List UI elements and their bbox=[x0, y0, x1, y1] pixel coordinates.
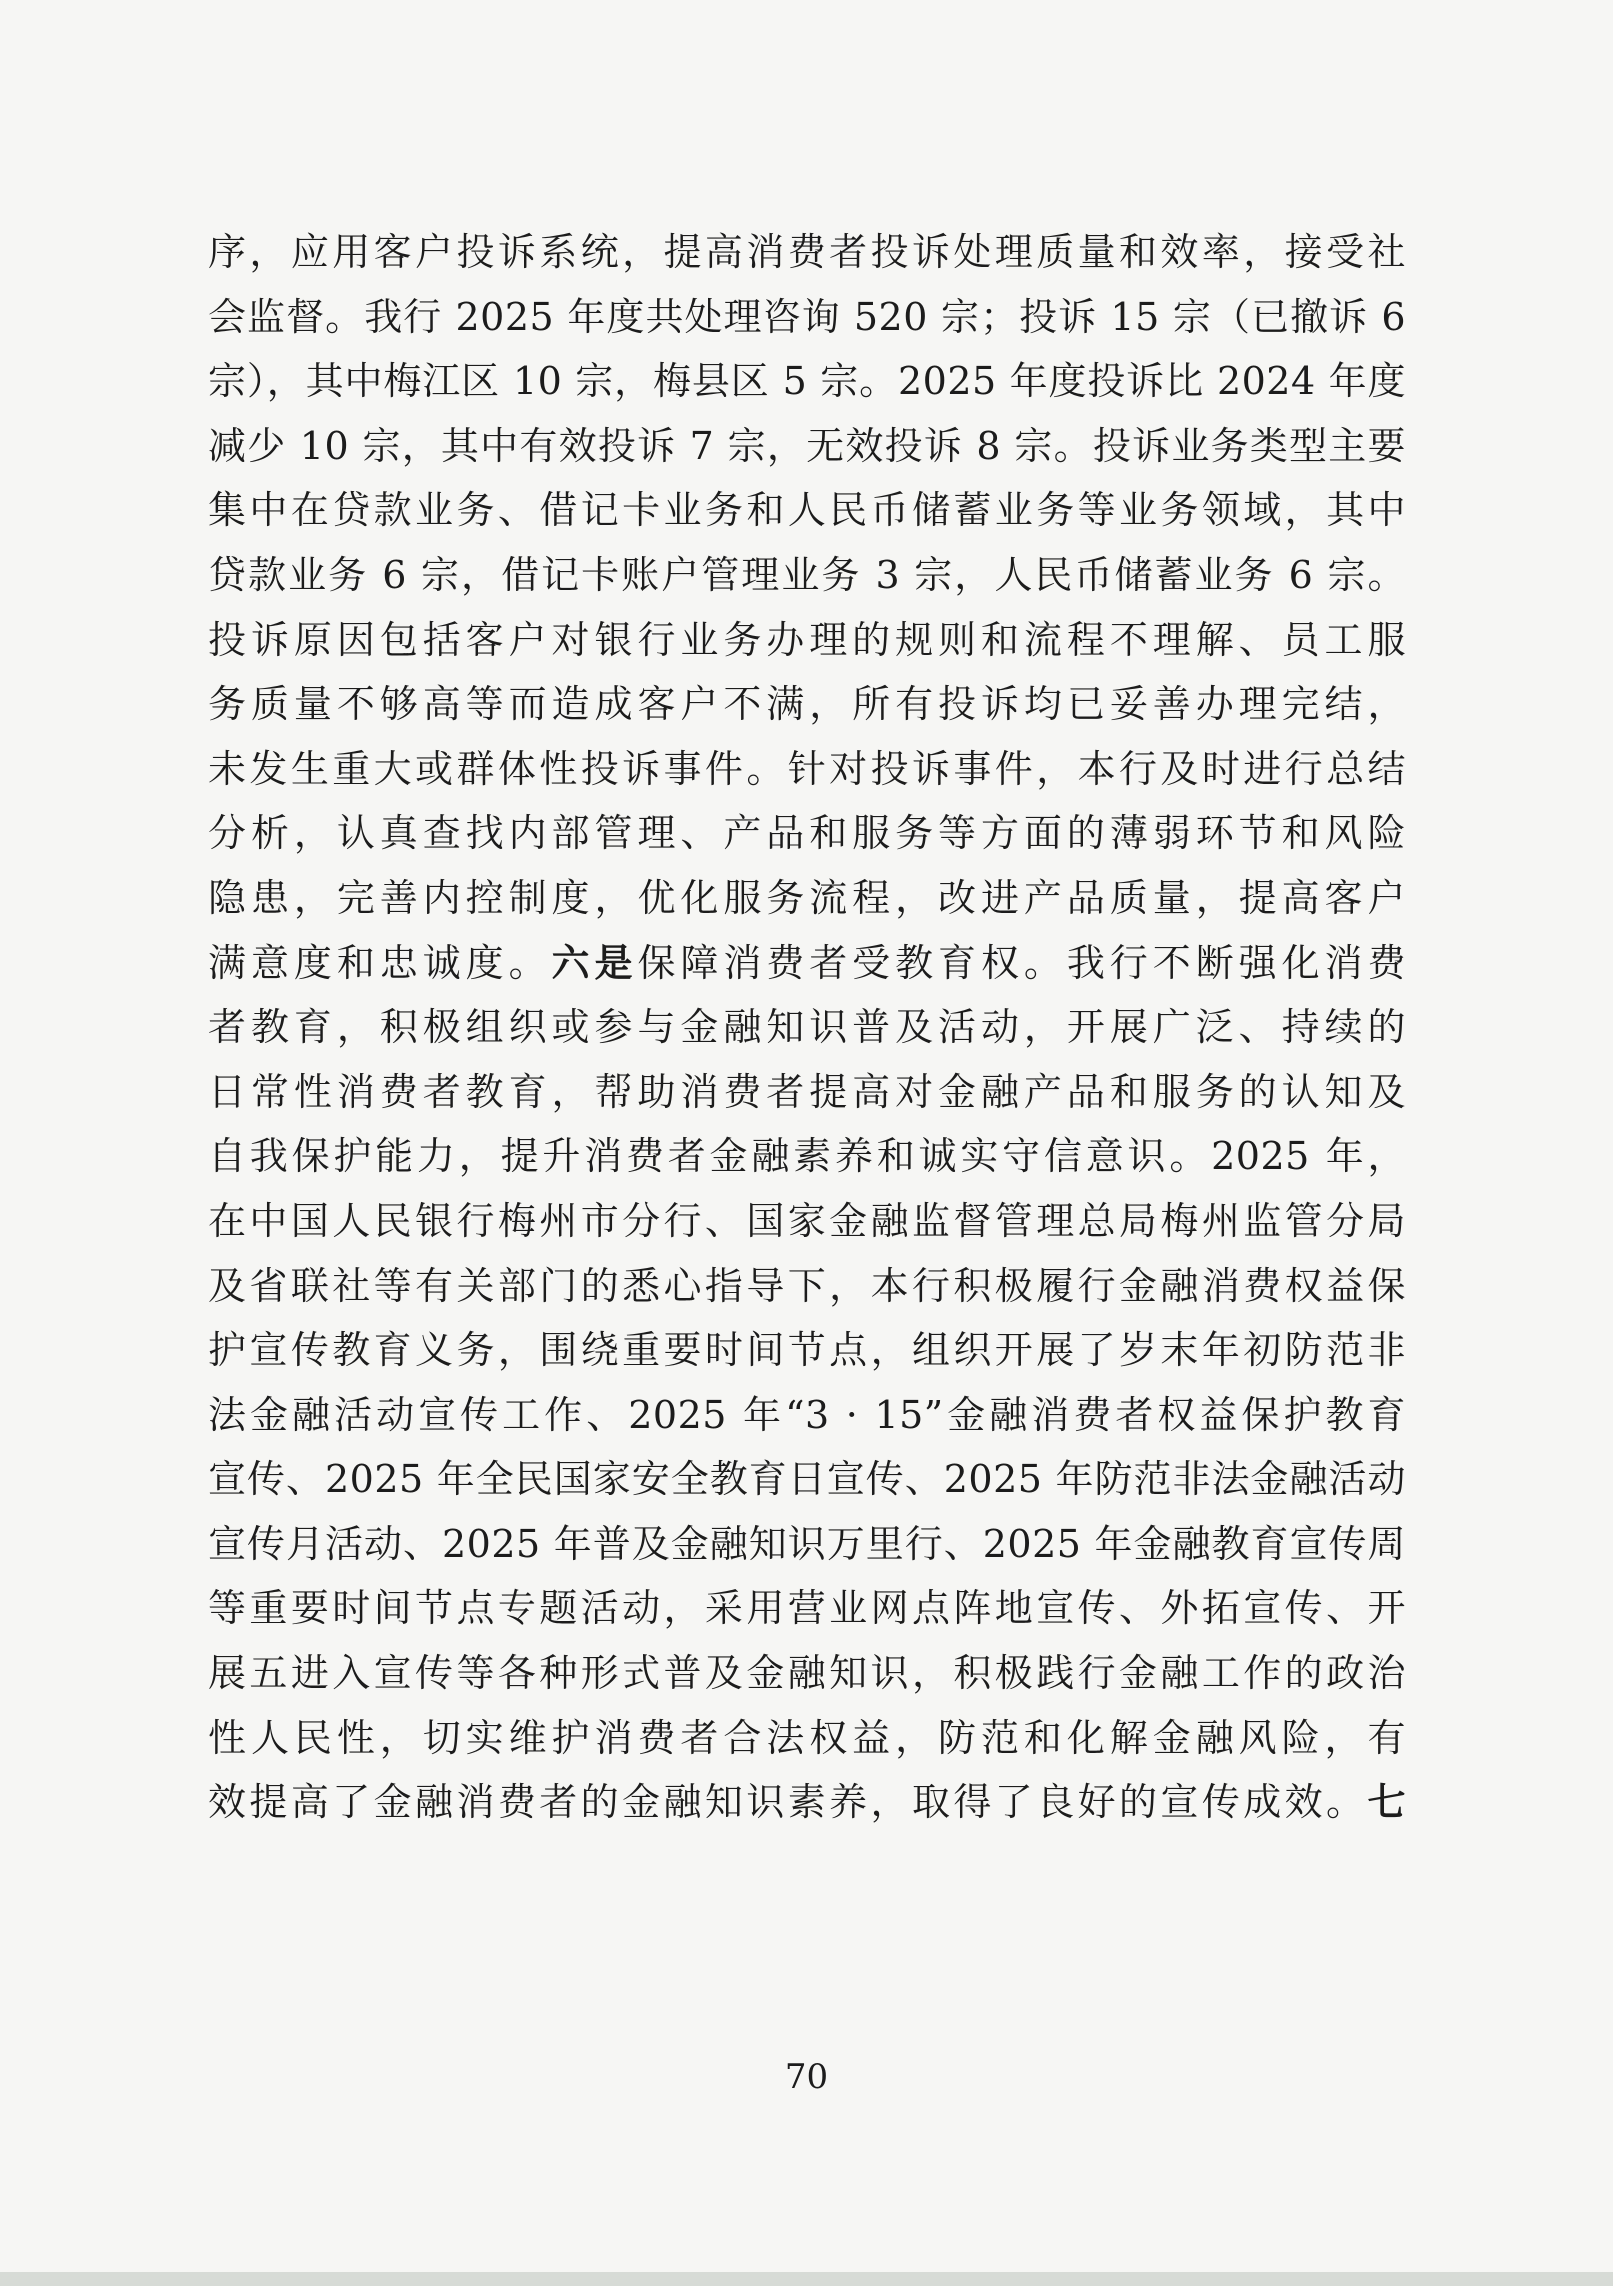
text-line bbox=[208, 349, 1406, 414]
text-run: 未发生重大或群体性投诉事件。针对投诉事件，本行及时进行总结 bbox=[208, 746, 1406, 791]
text-run: 会监督。我行 2025 年度共处理咨询 520 宗；投诉 15 宗（已撤诉 6 bbox=[208, 294, 1406, 339]
text-line bbox=[208, 1318, 1406, 1383]
text-run: 保障消费者受教育权。我行不断强化消费 bbox=[637, 940, 1406, 985]
text-line bbox=[208, 1189, 1406, 1254]
text-run: 减少 10 宗，其中有效投诉 7 宗，无效投诉 8 宗。投诉业务类型主要 bbox=[208, 423, 1406, 468]
text-line bbox=[208, 1512, 1406, 1577]
text-run: 展五进入宣传等各种形式普及金融知识，积极践行金融工作的政治 bbox=[208, 1651, 1406, 1696]
text-run: 宣传、2025 年全民国家安全教育日宣传、2025 年防范非法金融活动 bbox=[208, 1457, 1406, 1502]
text-line bbox=[208, 737, 1406, 802]
text-line bbox=[208, 608, 1406, 673]
text-run: 及省联社等有关部门的悉心指导下，本行积极履行金融消费权益保 bbox=[208, 1263, 1406, 1308]
scan-bottom-edge bbox=[0, 2272, 1613, 2286]
text-line bbox=[208, 1383, 1406, 1448]
text-line bbox=[208, 672, 1406, 737]
text-run: 日常性消费者教育，帮助消费者提高对金融产品和服务的认知及 bbox=[208, 1069, 1406, 1114]
text-line bbox=[208, 1706, 1406, 1771]
text-run: 护宣传教育义务，围绕重要时间节点，组织开展了岁末年初防范非 bbox=[208, 1328, 1406, 1373]
text-line bbox=[208, 1641, 1406, 1706]
text-line bbox=[208, 543, 1406, 608]
text-run: 宗），其中梅江区 10 宗，梅县区 5 宗。2025 年度投诉比 2024 年度 bbox=[208, 359, 1406, 404]
text-run: 在中国人民银行梅州市分行、国家金融监督管理总局梅州监管分局 bbox=[208, 1198, 1406, 1243]
text-line bbox=[208, 1060, 1406, 1125]
text-line bbox=[208, 1447, 1406, 1512]
page-number: 70 bbox=[784, 2057, 829, 2097]
text-line bbox=[208, 285, 1406, 350]
text-run: 序，应用客户投诉系统，提高消费者投诉处理质量和效率，接受社 bbox=[208, 230, 1406, 274]
text-line bbox=[208, 866, 1406, 931]
text-run: 务质量不够高等而造成客户不满，所有投诉均已妥善办理完结， bbox=[208, 682, 1406, 727]
text-run: 贷款业务 6 宗，借记卡账户管理业务 3 宗，人民币储蓄业务 6 宗。 bbox=[208, 552, 1406, 597]
text-line bbox=[208, 220, 1406, 285]
text-run: 投诉原因包括客户对银行业务办理的规则和流程不理解、员工服 bbox=[208, 617, 1406, 662]
text-line bbox=[208, 801, 1406, 866]
text-run: 性人民性，切实维护消费者合法权益，防范和化解金融风险，有 bbox=[208, 1715, 1406, 1760]
text-run: 法金融活动宣传工作、2025 年“3 · 15”金融消费者权益保护教育 bbox=[208, 1392, 1406, 1437]
text-line bbox=[208, 931, 1406, 996]
text-run: 效提高了金融消费者的金融知识素养，取得了良好的宣传成效。 bbox=[208, 1780, 1368, 1825]
text-line bbox=[208, 1576, 1406, 1641]
text-line bbox=[208, 1770, 1406, 1835]
body-text bbox=[208, 220, 1406, 1835]
text-run: 等重要时间节点专题活动，采用营业网点阵地宣传、外拓宣传、开 bbox=[208, 1586, 1406, 1631]
text-run: 隐患，完善内控制度，优化服务流程，改进产品质量，提高客户 bbox=[208, 875, 1406, 920]
text-run: 宣传月活动、2025 年普及金融知识万里行、2025 年金融教育宣传周 bbox=[208, 1521, 1406, 1566]
text-run: 集中在贷款业务、借记卡业务和人民币储蓄业务等业务领域，其中 bbox=[208, 488, 1406, 533]
text-run: 自我保护能力，提升消费者金融素养和诚实守信意识。2025 年， bbox=[208, 1134, 1406, 1179]
text-run: 者教育，积极组织或参与金融知识普及活动，开展广泛、持续的 bbox=[208, 1005, 1406, 1050]
bold-lead-text: 六是 bbox=[551, 939, 638, 985]
text-line bbox=[208, 414, 1406, 479]
text-line bbox=[208, 478, 1406, 543]
bold-lead-text: 七 bbox=[1367, 1779, 1406, 1825]
text-line bbox=[208, 1124, 1406, 1189]
text-run: 满意度和忠诚度。 bbox=[208, 940, 552, 985]
text-line bbox=[208, 995, 1406, 1060]
text-line bbox=[208, 1254, 1406, 1319]
text-run: 分析，认真查找内部管理、产品和服务等方面的薄弱环节和风险 bbox=[208, 811, 1406, 856]
